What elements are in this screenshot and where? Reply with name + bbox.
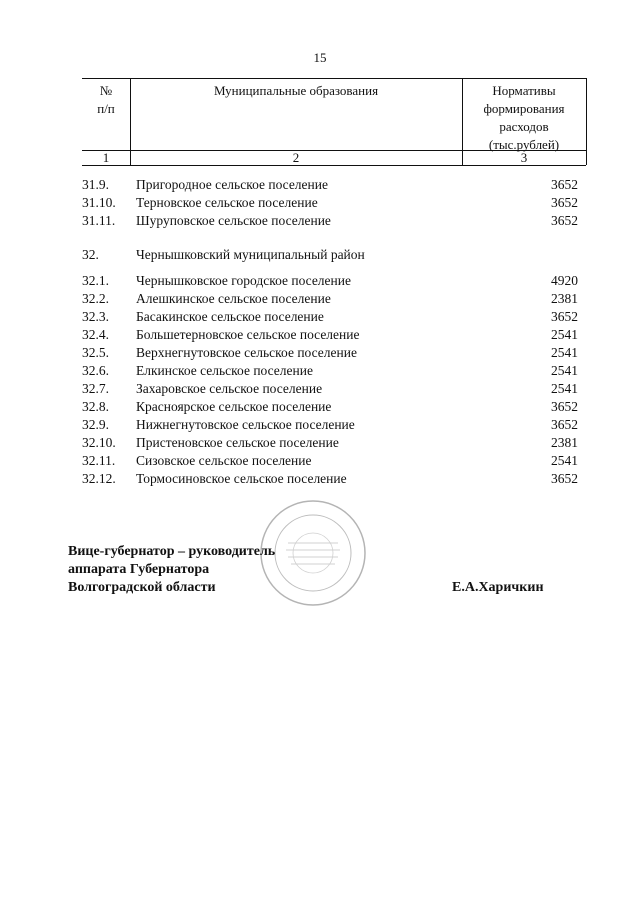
page-number: 15 <box>313 50 327 65</box>
table-row <box>82 176 578 194</box>
municipality-name: Верхнегнутовское сельское поселение <box>136 345 357 360</box>
norm-value: 3652 <box>551 417 578 432</box>
norm-value: 2381 <box>551 435 578 450</box>
row-number: 32.6. <box>82 363 109 378</box>
norm-value: 2541 <box>551 363 578 378</box>
row-number: 32.4. <box>82 327 109 342</box>
table-row <box>82 212 578 230</box>
table-row <box>82 290 578 308</box>
column-number-2: 2 <box>292 150 300 165</box>
header-municipality-column: Муниципальные образования <box>213 83 379 98</box>
table-row <box>82 470 578 488</box>
table-row <box>82 416 578 434</box>
table-row <box>82 380 578 398</box>
norm-value: 3652 <box>551 309 578 324</box>
header-number-column: № п/п <box>97 83 115 116</box>
municipality-name: Большетерновское сельское поселение <box>136 327 360 342</box>
row-number: 31.10. <box>82 195 116 210</box>
municipality-name: Елкинское сельское поселение <box>136 363 313 378</box>
municipality-name: Чернышковское городское поселение <box>136 273 351 288</box>
municipality-name: Алешкинское сельское поселение <box>136 291 331 306</box>
norm-value: 3652 <box>551 177 578 192</box>
row-number: 31.11. <box>82 213 116 228</box>
norm-value: 2541 <box>551 327 578 342</box>
municipality-name: Захаровское сельское поселение <box>136 381 323 396</box>
row-number: 32.9. <box>82 417 109 432</box>
row-number: 32.1. <box>82 273 109 288</box>
row-number: 32.2. <box>82 291 109 306</box>
table-row <box>82 194 578 212</box>
row-number: 32. <box>82 247 99 262</box>
norm-value: 3652 <box>551 471 578 486</box>
row-number: 32.8. <box>82 399 109 414</box>
norm-value: 2541 <box>551 345 578 360</box>
municipality-name: Басакинское сельское поселение <box>136 309 324 324</box>
norm-value: 4920 <box>551 273 578 288</box>
table-row <box>82 344 578 362</box>
table-header <box>82 78 586 165</box>
municipality-name: Чернышковский муниципальный район <box>136 247 365 262</box>
column-number-1: 1 <box>102 150 110 165</box>
table-row <box>82 308 578 326</box>
municipality-name: Тормосиновское сельское поселение <box>136 471 347 486</box>
table-row <box>82 452 578 470</box>
signature-block <box>68 543 275 597</box>
row-number: 32.12. <box>82 471 116 486</box>
row-number: 32.10. <box>82 435 116 450</box>
signatory-name: Е.А.Харичкин <box>452 580 544 595</box>
signature-title-line1: Вице-губернатор – руководитель <box>68 544 276 559</box>
municipality-name: Пригородное сельское поселение <box>136 177 328 192</box>
municipality-name: Нижнегнутовское сельское поселение <box>136 417 355 432</box>
table-row <box>82 246 578 264</box>
row-number: 32.5. <box>82 345 109 360</box>
row-number: 32.7. <box>82 381 109 396</box>
header-norms-column: Нормативы формирования расходов (тыс.рублей) <box>483 83 565 152</box>
column-number-3: 3 <box>520 150 528 165</box>
norm-value: 3652 <box>551 399 578 414</box>
norm-value: 2381 <box>551 291 578 306</box>
row-number: 31.9. <box>82 177 109 192</box>
municipality-name: Пристеновское сельское поселение <box>136 435 339 450</box>
norm-value: 3652 <box>551 195 578 210</box>
signature-title-line2: аппарата Губернатора <box>68 562 210 577</box>
municipality-name: Шуруповское сельское поселение <box>136 213 331 228</box>
row-number: 32.11. <box>82 453 116 468</box>
norm-value: 3652 <box>551 213 578 228</box>
row-number: 32.3. <box>82 309 109 324</box>
norm-value: 2541 <box>551 453 578 468</box>
municipality-name: Красноярское сельское поселение <box>136 399 332 414</box>
table-row <box>82 398 578 416</box>
table-row <box>82 272 578 290</box>
municipality-name: Терновское сельское поселение <box>136 195 318 210</box>
table-row <box>82 362 578 380</box>
municipality-name: Сизовское сельское поселение <box>136 453 312 468</box>
table-row <box>82 434 578 452</box>
table-row <box>82 326 578 344</box>
norm-value: 2541 <box>551 381 578 396</box>
signature-title-line3: Волгоградской области <box>68 580 216 595</box>
